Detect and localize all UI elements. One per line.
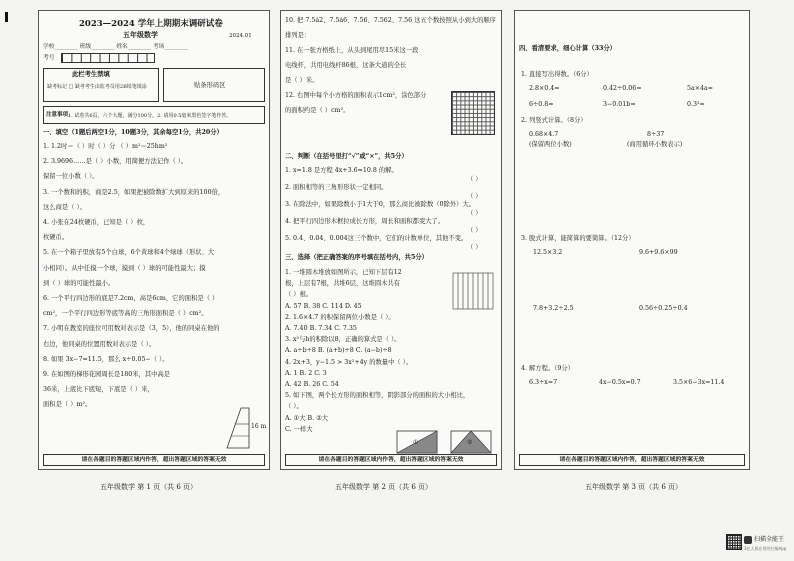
question-line: 右边，他同桌的位置用数对表示是（ ）。 bbox=[43, 340, 156, 348]
question-line: 6. 一个平行四边形的底是7.2cm，高是6cm，它的面积是（ ） bbox=[43, 295, 219, 302]
choice-line: A. ①大 B. ②大 bbox=[285, 414, 329, 422]
attention-box bbox=[43, 106, 265, 124]
shortcut-calc-2: 9.6+9.6×99 bbox=[639, 249, 678, 256]
section-1-heading: 一、填空（1题后两空1分，10题3分，其余每空1分，共20分） bbox=[43, 129, 223, 136]
answer-area-note: 请在各题目的答题区域内作答，超出答题区域的答案无效 bbox=[43, 454, 265, 466]
notice-title: 此栏考生禁填 bbox=[72, 71, 110, 78]
log-pile-figure bbox=[449, 269, 497, 313]
vertical-note-2: (商用循环小数表示) bbox=[627, 141, 683, 148]
figure-label: 16 m bbox=[251, 423, 267, 430]
direct-calc-2: 0.42÷0.06= bbox=[603, 85, 642, 92]
question-line: 2. 3.9696……是（ ）小数，用简便方法记作（ ）。 bbox=[43, 158, 188, 166]
scanner-sub: 3亿人都在用的扫描App bbox=[744, 546, 787, 551]
qr-code-icon bbox=[726, 534, 742, 550]
direct-calc-6: 0.3²= bbox=[687, 101, 705, 108]
exam-subject: 五年级数学 bbox=[123, 30, 158, 39]
question-line: 8. 如果 3x−7=11.5，那么 x÷0.05−（ ）。 bbox=[43, 355, 169, 363]
attention-text: 1. 试卷共6页，六个大题，满分100分。2. 请用0.5毫米黑色签字笔作答。 bbox=[68, 113, 232, 119]
choice-line: A. a÷b÷8 B. (a+b)÷8 C. (a−b)÷8 bbox=[285, 347, 392, 355]
question-line: 5. 在一个箱子里放有5个白球，6个黄球和4个绿球（形状、大 bbox=[43, 249, 215, 257]
shape-label-1: ① bbox=[413, 439, 419, 446]
question-line: 36米，上底比下底短，下底是（ ）米， bbox=[43, 386, 154, 394]
direct-calc-heading: 1. 直接写出得数。（6分） bbox=[521, 71, 593, 78]
answer-paren[interactable]: （ ） bbox=[467, 244, 482, 251]
question-line: 这么商是（ ）。 bbox=[43, 203, 86, 211]
choice-line: A. 42 B. 26 C. 54 bbox=[285, 381, 339, 388]
vertical-note-1: (保留两位小数) bbox=[529, 141, 572, 148]
notice-box bbox=[43, 68, 159, 102]
judge-line: 5. 0.4、0.04、0.004这三个数中，它们的计数单位，其他不变。 bbox=[285, 235, 468, 242]
choice-line: A. 1 B. 2 C. 3 bbox=[285, 369, 327, 377]
question-line: 4. 小张在24枚硬币，已知是（ ）枚， bbox=[43, 219, 150, 226]
question-line: cm²，一个平行四边形等底等高的三角形面积是（ ）cm²。 bbox=[43, 310, 208, 318]
shortcut-calc-1: 12.5×3.2 bbox=[533, 249, 563, 256]
direct-calc-5: 3−0.01b= bbox=[603, 101, 636, 108]
judge-line: 4. 把平行四边形木框拉成长方形，周长和面积都变大了。 bbox=[285, 218, 445, 225]
equation-3: 3.5×6−3x=11.4 bbox=[673, 379, 725, 386]
exam-page-2 bbox=[280, 10, 502, 470]
choice-line: 根，上层有7根，共堆6层，这堆圆木共有 bbox=[285, 280, 401, 288]
question-line: 排列是： bbox=[285, 32, 311, 39]
exam-page-1 bbox=[38, 10, 270, 470]
answer-area-note: 请在各题目的答题区域内作答，超出答题区域的答案无效 bbox=[519, 454, 745, 466]
choice-line: 1. 一堆圆木堆放如图所示，已知下层有12 bbox=[285, 269, 402, 276]
shortcut-calc-4: 0.56÷0.25÷0.4 bbox=[639, 305, 688, 312]
direct-calc-4: 6÷0.8= bbox=[529, 101, 554, 108]
choice-line: 5. 如下图，两个长方形的面积相等，阴影部分的面积的大小相比， bbox=[285, 392, 470, 400]
attention-label: 注意事项 bbox=[46, 112, 69, 118]
answer-area-note: 请在各题目的答题区域内作答，超出答题区域的答案无效 bbox=[285, 454, 497, 466]
exam-no-label: 考号 bbox=[43, 55, 55, 61]
shortcut-calc-3: 7.8+3.2÷2.5 bbox=[533, 305, 574, 312]
question-line: 的面积约是（ ）cm²。 bbox=[285, 107, 350, 114]
direct-calc-3: 5a×4a= bbox=[687, 85, 714, 92]
corner-mark bbox=[5, 12, 8, 22]
answer-paren[interactable]: （ ） bbox=[467, 210, 482, 217]
shape-label-2: ② bbox=[467, 439, 473, 446]
scanner-logo-icon bbox=[744, 536, 752, 544]
question-line: 10. 把 7.5ȧ2、7.5ȧ6、7.5̇6、7.562、7.56 这五个数按照从小到大的顺序 bbox=[285, 17, 496, 24]
question-line: 11. 在一张方格纸上，从头到尾用尽15米这一段 bbox=[285, 47, 419, 54]
question-line: 面积是（ ）m²。 bbox=[43, 401, 92, 409]
section-3-heading: 三、选择（把正确答案的序号填在括号内，共5分） bbox=[285, 254, 428, 261]
choice-line: 4. 2x+3，y−1.5 > 3x²+4y 的数量中（ ）。 bbox=[285, 358, 413, 366]
notice-body: 缺考标记 □ 缺考考生由监考员用2B铅笔填涂 bbox=[47, 84, 147, 90]
exam-page-3 bbox=[514, 10, 750, 470]
shortcut-calc-heading: 3. 脱式计算，能简算的要简算。（12分） bbox=[521, 235, 635, 242]
question-line: 是（ ）米。 bbox=[285, 77, 319, 84]
section-4-heading: 四、看清要求，细心计算（33分） bbox=[519, 45, 616, 52]
page-number-1: 五年级数学 第 1 页（共 6 页） bbox=[100, 483, 198, 491]
answer-paren[interactable]: （ ） bbox=[467, 176, 482, 183]
page-number-2: 五年级数学 第 2 页（共 6 页） bbox=[335, 483, 433, 491]
equation-2: 4x−0.5x=0.7 bbox=[599, 379, 641, 386]
choice-line: A. 7.40 B. 7.34 C. 7.35 bbox=[285, 325, 357, 332]
vertical-calc-1: 0.68×4.7 bbox=[529, 131, 559, 138]
question-line: 3. 一个数和的积，商是2.5，如果把被除数扩大到原来的100倍， bbox=[43, 188, 225, 196]
equation-1: 6.3÷x=7 bbox=[529, 379, 558, 386]
question-line: 9. 在如图的梯形花园周长是180米，其中高是 bbox=[43, 371, 171, 378]
equation-heading: 4. 解方程。（9分） bbox=[521, 365, 574, 372]
answer-paren[interactable]: （ ） bbox=[467, 227, 482, 234]
scanner-name: 扫描全能王 bbox=[754, 536, 785, 543]
exam-title: 2023—2024 学年上期期末调研试卷 bbox=[79, 19, 223, 29]
question-line: 枚硬币。 bbox=[43, 234, 69, 242]
rectangles-figure bbox=[395, 429, 495, 455]
question-line: 小相同）。从中任摸一个球，摸到（ ）球的可能性最大；摸 bbox=[43, 264, 206, 272]
choice-line: 3. x²与b的积除以8，正确的算式是（ ）。 bbox=[285, 336, 401, 344]
ladder-figure bbox=[225, 406, 243, 448]
student-info-fields[interactable]: 学校________ 班级________ 姓名________ 考场________ bbox=[43, 44, 188, 50]
barcode-area bbox=[163, 68, 265, 102]
question-line: 7. 小明在教室的座位可用数对表示是（3，5），他的同桌在他的 bbox=[43, 325, 220, 333]
question-line: 电线杆，共用电线杆86根，这条大道的全长 bbox=[285, 62, 407, 69]
question-line: 12. 右图中每个小方格的面积表示1cm²，涂色部分 bbox=[285, 92, 427, 99]
judge-line: 1. x=1.8 是方程 4x+3.6=10.8 的解。 bbox=[285, 167, 398, 174]
question-line: 到（ ）球的可能性最小。 bbox=[43, 279, 115, 287]
question-line: 保留一位小数（ ）。 bbox=[43, 173, 99, 181]
vertical-calc-2: 8÷37 bbox=[647, 131, 665, 138]
barcode-label: 贴条形码区 bbox=[194, 82, 226, 89]
choice-line: C. 一样大 bbox=[285, 425, 313, 433]
choice-line: （ ）。 bbox=[285, 403, 303, 411]
choice-line: 2. 1.6×4.7 的积保留两位小数是（ ）。 bbox=[285, 313, 395, 321]
exam-no-boxes[interactable] bbox=[61, 53, 155, 63]
judge-line: 3. 在除法中，如果除数小于1大于0，那么商比被除数（0除外）大。 bbox=[285, 201, 476, 208]
direct-calc-1: 2.8×0.4= bbox=[529, 85, 560, 92]
vertical-calc-heading: 2. 列竖式计算。（8分） bbox=[521, 117, 587, 124]
grid-figure bbox=[451, 91, 495, 135]
section-2-heading: 二、判断（在括号里打“√”或“×”，共5分） bbox=[285, 153, 408, 160]
choice-line: （ ）根。 bbox=[285, 291, 313, 299]
page-number-3: 五年级数学 第 3 页（共 6 页） bbox=[585, 483, 683, 491]
choice-line: A. 57 B. 38 C. 114 D. 45 bbox=[285, 302, 362, 310]
answer-paren[interactable]: （ ） bbox=[467, 193, 482, 200]
question-line: 1. 1.2吋＝（ ）时（ ）分 （ ）m²＝25hm² bbox=[43, 143, 168, 150]
exam-date: 2024.01 bbox=[229, 33, 252, 39]
judge-line: 2. 面积相等的三角形形状一定相同。 bbox=[285, 184, 388, 191]
